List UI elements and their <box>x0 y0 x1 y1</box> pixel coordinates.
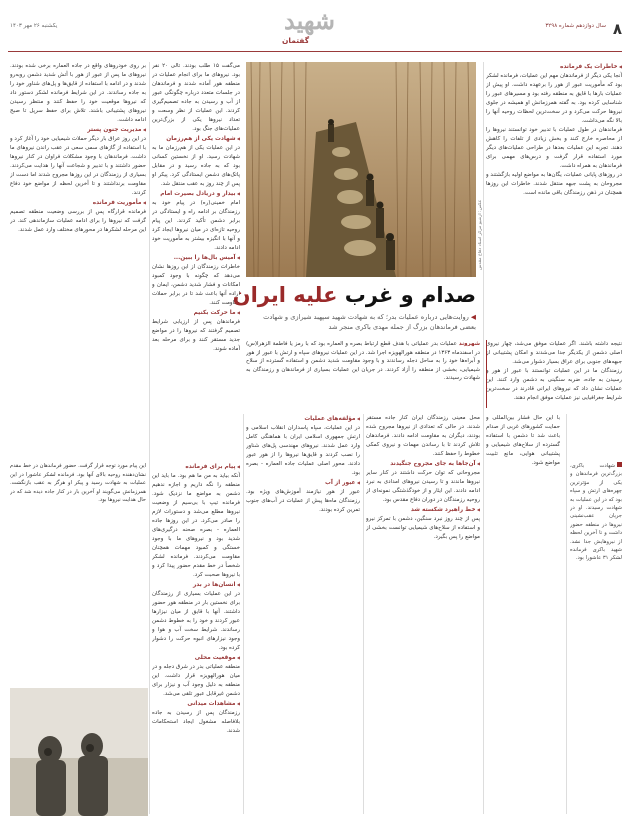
subhead: ◀ موقعیت محلی <box>152 653 240 663</box>
article-lead <box>248 312 476 332</box>
subhead: ◀ انسان‌ها در بدر <box>152 580 240 590</box>
paragraph: در این عملیات یکی از هم‌رزمان ما به شهادت رسید. او از نخستین کسانی بود که به جاده رسید و در مقابل پاتک‌های دشمن ایستادگی کرد. پیکر او پس از چند روز به عقب منتقل شد. <box>152 145 240 187</box>
column-divider <box>149 62 150 814</box>
subhead: ◀ آمیس بال‌ها را ببین... <box>152 253 240 263</box>
column-right-lower <box>486 340 622 410</box>
headline-part-1: صدام و غرب <box>344 283 476 307</box>
paragraph: در این عملیات، سپاه پاسداران انقلاب اسلامی و ارتش جمهوری اسلامی ایران با هماهنگی کامل وارد عمل شدند. نیروهای مهندسی پل‌های شناور را نصب کردند و قایق‌ها نیروها را از هور عبور دادند. محور اصلی عملیات جاده العماره - بصره بود. <box>246 425 360 476</box>
paragraph: در این عملیات بسیاری از رزمندگان برای نخستین بار در منطقه هور حضور داشتند. آنها با قایق از میان نیزارها عبور کردند و خود را به خطوط دشمن رساندند. شرایط سخت آب و هوا و وجود نیزارهای انبوه حرکت را دشوار کرده بود. <box>152 591 240 651</box>
soldiers-gas-masks-photo <box>10 688 148 816</box>
paragraph: رزمندگان پس از رسیدن به جاده بلافاصله مشغول ایجاد استحکامات شدند. <box>152 710 240 734</box>
paragraph: محل معینی رزمندگان ایران کنار جاده مستقر شدند. در حالی که تعدادی از نیروها مجروح شده بودند، دیگران به مقاومت ادامه دادند. فرماندهان تلاش کردند تا با رساندن مهمات و نیروی کمکی خطوط را حفظ کنند. <box>366 415 480 457</box>
right-sidebar <box>570 462 622 654</box>
issue-info: سال دوازدهم شماره ۳۲۹۸ <box>545 23 606 29</box>
article-headline <box>232 282 476 308</box>
column-left-2 <box>152 62 240 458</box>
subhead: ◀ مأموریت فرمانده <box>10 198 146 208</box>
column-divider <box>566 414 567 814</box>
sidebar-marker-icon <box>617 462 622 467</box>
subhead: ◀ شهادت یکی از هم‌رزمان <box>152 134 240 144</box>
paragraph: عبور از هور نیازمند آموزش‌های ویژه بود. رزمندگان ماه‌ها پیش از عملیات در آب‌های جنوب تمرین کرده بودند. <box>246 489 360 513</box>
sidebar-text: این پیام مورد توجه قرار گرفت. حضور فرماندهان در خط مقدم نشان‌دهنده روحیه بالای آنها بود. فرمانده لشکر عاشورا در این عملیات به شهادت رسید و پیکر او هرگز به عقب بازنگشت. همرزمانش می‌گویند او آخرین بار در کنار جاده دیده شد که در حال هدایت نیروها بود. <box>10 463 146 504</box>
paragraph: نتیجه داشته باشند. اگر عملیات موفق می‌شد، چهار نیروی اصلی دشمن از یکدیگر جدا می‌شدند و امکان پشتیبانی از جبهه‌های جنوبی برای عراق بسیار دشوار می‌شد. <box>486 341 622 365</box>
column-middle-left <box>152 462 240 814</box>
paragraph: در روزهای پایانی عملیات، یگان‌ها به مواضع اولیه بازگشتند و مجروحان به پشت جبهه منتقل شدند. خاطرات این روزها همچنان در ذهن رزمندگان باقی مانده است. <box>486 172 622 196</box>
paragraph: آنکه بیاید به من ما هم بود. ما باید این منطقه را نگه داریم و اجازه ندهیم دشمن به مواضع ما نزدیک شود. فرمانده تیپ با بی‌سیم از وضعیت نیروها مطلع می‌شد و دستورات لازم را صادر می‌کرد. در این روزها جاده العماره - بصره صحنه درگیری‌های شدید بود و نیروهای ما با وجود خستگی و کمبود مهمات همچنان مقاومت می‌کردند. فرمانده لشکر شخصاً در خط مقدم حضور پیدا کرد و با نیروها صحبت کرد. <box>152 473 240 578</box>
headline-part-2: علیه ایران <box>232 283 345 307</box>
subhead: ◀ خاطرات یک فرمانده <box>486 62 622 72</box>
right-sidebar-text: شهادت باکری، بزرگ‌ترین فرماندهان و یکی از مؤثرترین چهره‌های ارتش و سپاه بود که در این عملیات به شهادت رسیدند. او در جریان عقب‌نشینی نیروها در منطقه حضور داشت و تا آخرین لحظه از نیروهایش جدا نشد. شهید باکری فرمانده لشکر ۳۱ عاشورا بود. <box>570 463 622 562</box>
subhead: ◀ آن‌جاها به جای مجروح جنگیدند <box>366 459 480 469</box>
intro-tag: شهروند <box>458 341 481 347</box>
date-info: یکشنبه ۲۶ مهر ۱۴۰۳ <box>10 23 58 29</box>
paragraph: فرماندهان در طول عملیات با تدبیر خود توانستند نیروها را از محاصره خارج کنند و بخش زیادی از تلفات را کاهش دهند. تجربه این عملیات بعدها در طراحی عملیات‌های دیگر مورد استفاده قرار گرفت و درس‌های مهمی برای فرماندهان به همراه داشت. <box>486 127 622 169</box>
paragraph: رزمندگان ما در این عملیات توانستند با عبور از هور و رسیدن به جاده، ضربه سنگینی به دشمن وارد کنند. این عملیات نشان داد که نیروهای ایرانی قادرند در سخت‌ترین شرایط جغرافیایی نیز عملیات موفق انجام دهند. <box>486 368 622 401</box>
column-center-right <box>366 414 480 814</box>
intro-text: عملیات بدر عملیاتی با هدف قطع ارتباط بصره و العماره بود که با رمز یا فاطمة الزهرا(س) در اسفندماه ۱۳۶۳ در منطقه هورالهویزه اجرا شد. در این عملیات نیروهای سپاه و ارتش با عبور از هور و آبراه‌ها خود را به ساحل دجله رساندند و با وجود مقاومت شدید دشمن و استفاده گسترده از سلاح شیمیایی، بخشی از منطقه را آزاد کردند. در جریان این عملیات بسیاری از فرماندهان و رزمندگان به شهادت رسیدند. <box>246 341 480 382</box>
paragraph: مجروحانی که توان حرکت داشتند در کنار سایر نیروها ماندند و تا رسیدن نیروهای امدادی به نبرد ادامه دادند. این ایثار و از خودگذشتگی نمونه‌ای از روحیه رزمندگان در دوران دفاع مقدس بود. <box>366 470 480 503</box>
paragraph: در این روز عراق بار دیگر حملات شیمیایی خود را آغاز کرد و با استفاده از گازهای سمی سعی در عقب راندن نیروهای ما داشت. فرماندهان با وجود مشکلات فراوان در کنار نیروها حضور داشتند و با تدبیر و شجاعت آنها را هدایت می‌کردند. بسیاری از رزمندگان در این روزها مجروح شدند اما دست از مقاومت برنداشتند و تا آخرین لحظه از مواضع خود دفاع کردند. <box>10 136 146 196</box>
subhead: ◀ مدیریت جنون پستر <box>10 125 146 135</box>
page-header <box>0 0 630 52</box>
column-center <box>246 414 360 814</box>
column-divider <box>243 414 244 814</box>
page-number: ۸ <box>612 20 622 38</box>
paragraph: امام خمینی(ره) در پیام خود به رزمندگان بر ادامه راه و ایستادگی در برابر دشمن تأکید کردند. این پیام روحیه تازه‌ای در میان نیروها ایجاد کرد و آنها با انگیزه بیشتر به مأموریت خود ادامه دادند. <box>152 200 240 251</box>
subhead: ◀ عبور از آب <box>246 478 360 488</box>
paragraph: خاطرات رزمندگان از این روزها نشان می‌دهد که چگونه با وجود کمبود امکانات و فشار شدید دشمن، ایمان و اراده آنها باعث شد تا در برابر حملات مقاومت کنند. <box>152 264 240 306</box>
hero-photo <box>246 62 476 277</box>
column-right-bottom <box>486 414 560 814</box>
logo-text: شهید <box>284 6 336 35</box>
paragraph: بر روی خودرو‌های واقع در جاده العماره برخی شده بودند. نیروهای ما پس از عبور از هور با آتش شدید دشمن روبه‌رو شدند و در ادامه با استفاده از قایق‌ها و پل‌های شناور خود را به جاده رساندند. در این شرایط فرمانده لشکر دستور داد که نیروها موقعیت خود را حفظ کنند و منتظر رسیدن نیروهای پشتیبانی باشند. تلاش برای حفظ سرپل تا صبح ادامه داشت. <box>10 63 146 123</box>
paragraph: پس از چند روز نبرد سنگین، دشمن با تمرکز نیرو و استفاده از سلاح‌های شیمیایی توانست بخشی از مواضع را پس بگیرد. <box>366 516 480 540</box>
lead-text: روایت‌هایی درباره عملیات بدر؛ که به شهادت شهید سپهبد شیرازی و شهادت بعضی فرماندهان بزرگ از جمله مهدی باکری منجر شد <box>263 313 476 331</box>
column-far-left <box>10 62 146 458</box>
paragraph: آنجا یکی دیگر از فرماندهان مهم این عملیات، فرمانده لشکر بود که مأموریت عبور از هور را برعهده داشت. او پیش از عملیات بارها با قایق به منطقه رفته بود و مسیرهای عبور را شناسایی کرده بود. به گفته همرزمانش او همیشه در جلوی نیروها حرکت می‌کرد و در سخت‌ترین لحظات روحیه آنها را بالا نگه می‌داشت. <box>486 73 622 124</box>
lead-bullet-icon: ◀ <box>468 313 476 321</box>
subhead: ◀ ما حرکت بکنیم <box>152 308 240 318</box>
subhead: ◀ پیام برای فرمانده <box>152 462 240 472</box>
paragraph: می‌گفت ۱۵ طلب بودند. تالی ۲۰ نفر بود. نیروهای ما برای انجام عملیات در منطقه هور آماده شدند و فرماندهان در جلسات متعدد درباره چگونگی عبور از آب و رسیدن به جاده تصمیم‌گیری کردند. این عملیات از نظر وسعت و تعداد نیروها یکی از بزرگ‌ترین عملیات‌های جنگ بود. <box>152 63 240 132</box>
paragraph: فرمانده قرارگاه پس از بررسی وضعیت منطقه تصمیم گرفت که نیروها را برای ادامه عملیات سازماندهی کند. در این مرحله لشکرها در محورهای مختلف وارد عمل شدند. <box>10 209 146 233</box>
column-right-top <box>486 62 622 276</box>
paragraph: فرماندهان پس از ارزیابی شرایط تصمیم گرفتند که نیروها را در مواضع جدید مستقر کنند و برای مرحله بعد آماده شوند. <box>152 319 240 352</box>
subhead: ◀ مشاهدات میدانی <box>152 699 240 709</box>
subhead: ◀ خط راهبرد شکسته شد <box>366 505 480 515</box>
logo-subtitle: گفتمان <box>282 36 310 45</box>
article-intro <box>246 340 487 408</box>
reed-marsh-photo <box>246 62 476 277</box>
masthead-logo <box>280 6 356 46</box>
header-divider <box>8 51 622 52</box>
column-divider <box>483 62 484 814</box>
column-divider <box>363 414 364 814</box>
paragraph: با این حال فشار بین‌المللی و حمایت کشورهای غربی از صدام باعث شد تا دشمن با استفاده گسترده از سلاح‌های شیمیایی و پشتیبانی هوایی، مانع تثبیت مواضع شود. <box>486 415 560 466</box>
soldiers-photo <box>10 688 148 816</box>
photo-caption: عکس: آرشیو مرکز اسناد دفاع مقدس <box>478 200 483 271</box>
subhead: ◀ مؤلفه‌های عملیات <box>246 414 360 424</box>
paragraph: منطقه عملیاتی بدر در شرق دجله و در میان هورالهویزه قرار داشت. این منطقه به دلیل وجود آب و نیزار برای دشمن غیرقابل عبور تلقی می‌شد. <box>152 664 240 697</box>
subhead: ◀ بیدار و دریادل بصیرت امام <box>152 189 240 199</box>
